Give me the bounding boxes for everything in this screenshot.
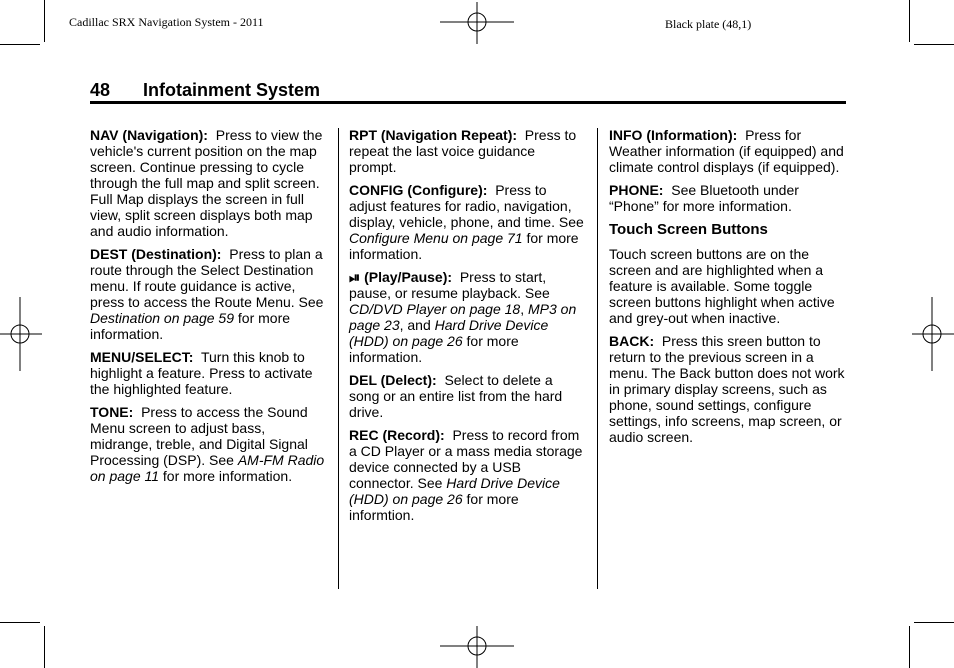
del-term: DEL (Delect): xyxy=(349,372,437,388)
column-1 xyxy=(90,127,326,491)
dest-paragraph xyxy=(90,246,326,342)
registration-mark-icon xyxy=(0,297,42,371)
config-text: Press to adjust features for radio, navigation, display, vehicle, phone, and time. See xyxy=(349,182,584,230)
tone-text: Press to access the Sound Menu screen to adjust bass, midrange, treble, and Digital Signal Processing (DSP). See xyxy=(90,404,308,468)
touch-screen-heading: Touch Screen Buttons xyxy=(609,221,768,238)
play-separator: , and xyxy=(399,317,431,333)
info-text: Press for Weather information (if equipped) and climate control displays (if equipped). xyxy=(609,127,844,175)
del-text: Select to delete a song or an entire list from the hard drive. xyxy=(349,372,563,420)
mp3-reference-link[interactable]: MP3 on page 23 xyxy=(349,301,577,333)
tone-text-after: for more information. xyxy=(162,468,293,484)
rec-paragraph xyxy=(349,427,585,523)
crop-mark xyxy=(0,44,40,45)
document-header-right: Black plate (48,1) xyxy=(665,17,752,31)
nav-text: Press to view the vehicle's current position on the map screen. Continue pressing to cycle through the full map and split screen. Full Map displays the screen in full view, split screen displays both map and audio information. xyxy=(90,127,323,239)
dest-term: DEST (Destination): xyxy=(90,246,222,262)
rpt-text: Press to repeat the last voice guidance prompt. xyxy=(349,127,577,175)
config-paragraph xyxy=(349,182,585,262)
dest-text-after: for more information. xyxy=(90,310,291,342)
info-term: INFO (Information): xyxy=(609,127,738,143)
registration-mark-icon xyxy=(440,2,514,44)
registration-mark-icon xyxy=(440,626,514,668)
nav-term: NAV (Navigation): xyxy=(90,127,208,143)
tone-term: TONE: xyxy=(90,404,134,420)
crop-mark xyxy=(0,622,40,623)
tone-reference-link[interactable]: AM-FM Radio on page 11 xyxy=(90,452,325,484)
cd-dvd-reference-link[interactable]: CD/DVD Player on page 18 xyxy=(349,301,521,317)
crop-mark xyxy=(914,44,954,45)
phone-term: PHONE: xyxy=(609,182,664,198)
back-text: Press this sreen button to return to the previous screen in a menu. The Back button does not work in primary display screens, such as phone, sound settings, configure settings, info screens, map screen, or audio screen. xyxy=(609,333,845,445)
crop-mark xyxy=(909,0,910,42)
play-text: Press to start, pause, or resume playback. See xyxy=(349,269,550,301)
crop-mark xyxy=(44,626,45,668)
play-text-after: for more information. xyxy=(349,333,519,365)
config-text-after: for more information. xyxy=(349,230,579,262)
rec-text-after: for more informtion. xyxy=(349,491,519,523)
rpt-paragraph xyxy=(349,127,585,175)
info-paragraph xyxy=(609,127,847,175)
play-term: (Play/Pause): xyxy=(364,269,453,285)
rec-term: REC (Record): xyxy=(349,427,445,443)
play-paragraph xyxy=(349,269,585,365)
document-header-left: Cadillac SRX Navigation System - 2011 xyxy=(69,15,264,29)
column-divider xyxy=(597,128,598,589)
rec-reference-link[interactable]: Hard Drive Device (HDD) on page 26 xyxy=(349,475,560,507)
column-2 xyxy=(349,127,585,530)
menu-term: MENU/SELECT: xyxy=(90,349,194,365)
phone-paragraph xyxy=(609,182,847,214)
registration-mark-icon xyxy=(912,297,954,371)
dest-reference-link[interactable]: Destination on page 59 xyxy=(90,310,234,326)
page-number: 48 xyxy=(90,80,111,100)
back-paragraph xyxy=(609,333,847,445)
tone-paragraph xyxy=(90,404,326,484)
hdd-reference-link[interactable]: Hard Drive Device (HDD) on page 26 xyxy=(349,317,549,349)
touch-screen-intro: Touch screen buttons are on the screen and are highlighted when a feature is available. Some toggle screen buttons highlight when active and grey-out when inactive. xyxy=(609,246,835,326)
nav-paragraph xyxy=(90,127,326,239)
dest-text: Press to plan a route through the Select Destination menu. If route guidance is active, press to access the Route Menu. See xyxy=(90,246,324,310)
rpt-term: RPT (Navigation Repeat): xyxy=(349,127,518,143)
phone-text: See Bluetooth under “Phone” for more information. xyxy=(609,182,799,214)
play-separator: , xyxy=(520,301,525,317)
config-term: CONFIG (Configure): xyxy=(349,182,488,198)
play-pause-icon: ⏯ xyxy=(349,269,361,285)
menu-paragraph xyxy=(90,349,326,397)
del-paragraph xyxy=(349,372,585,420)
section-title: Infotainment System xyxy=(143,80,321,100)
crop-mark xyxy=(909,626,910,668)
crop-mark xyxy=(914,622,954,623)
column-3 xyxy=(609,127,847,452)
back-term: BACK: xyxy=(609,333,655,349)
header-rule xyxy=(90,101,846,104)
config-reference-link[interactable]: Configure Menu on page 71 xyxy=(349,230,523,246)
menu-text: Turn this knob to highlight a feature. Press to activate the highlighted feature. xyxy=(90,349,313,397)
column-divider xyxy=(338,128,339,589)
crop-mark xyxy=(44,0,45,42)
rec-text: Press to record from a CD Player or a mass media storage device connected by a USB connector. See xyxy=(349,427,583,491)
